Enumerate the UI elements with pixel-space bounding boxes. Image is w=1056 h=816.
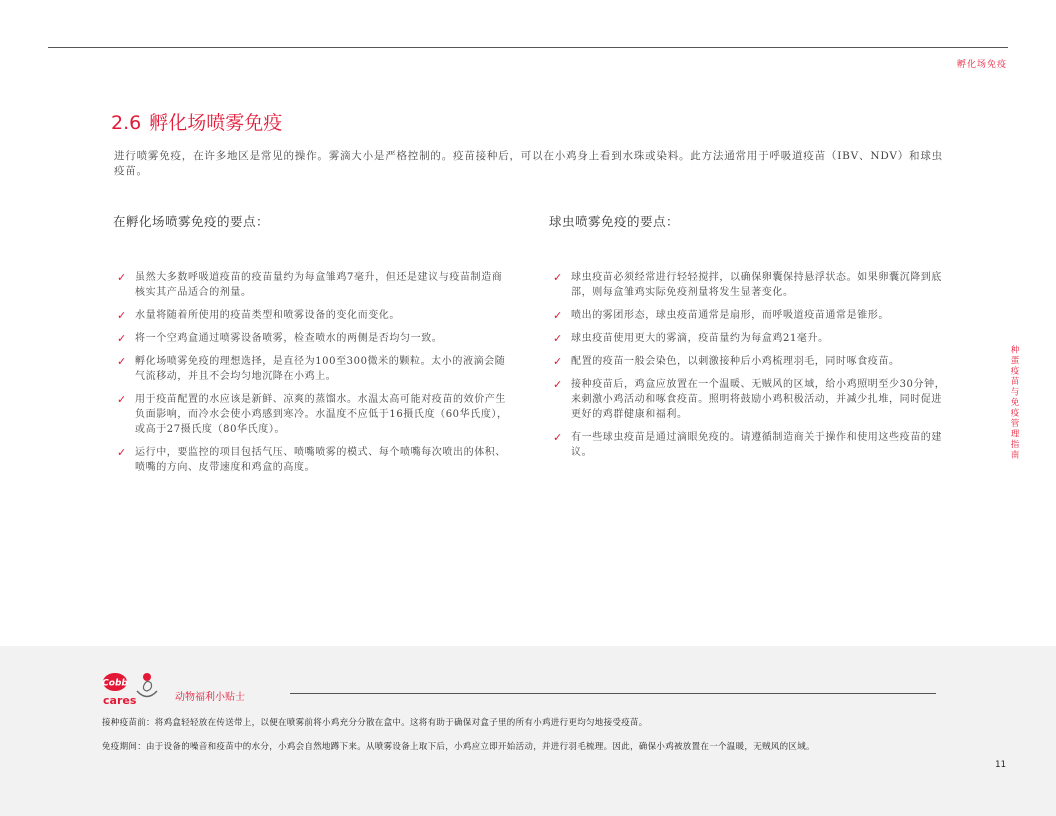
cobb-cares-logo (101, 669, 161, 709)
left-checklist (111, 270, 511, 475)
footer-rule (290, 693, 936, 694)
welfare-tip-during-vaccination: 免疫期间：由于设备的噪音和疫苗中的水分，小鸡会自然地蹲下来。从喷雾设备上取下后，小鸡应立即开始活动，并进行羽毛梳理。因此，确保小鸡被放置在一个温暖，无贼风的区域。 (102, 742, 815, 752)
checklist-item (111, 445, 511, 475)
check-icon: ✓ (117, 309, 127, 322)
header-rule (48, 47, 1008, 48)
checklist-item-text: 配置的疫苗一般会染色，以刺激接种后小鸡梳理羽毛，同时啄食疫苗。 (571, 356, 900, 367)
check-icon: ✓ (553, 431, 563, 444)
intro-paragraph: 进行喷雾免疫，在许多地区是常见的操作。雾滴大小是严格控制的。疫苗接种后，可以在小鸡身上看到水珠或染料。此方法通常用于呼吸道疫苗（IBV、NDV）和球虫疫苗。 (114, 150, 943, 177)
section-number: 2.6 (111, 112, 142, 134)
checklist-item (111, 354, 511, 384)
checklist-item (547, 377, 947, 422)
welfare-tip-title: 动物福利小贴士 (175, 692, 245, 703)
check-icon: ✓ (553, 355, 563, 368)
checklist-item (111, 270, 511, 300)
svg-text:cares: cares (103, 694, 137, 707)
svg-text:Cobb: Cobb (102, 678, 128, 689)
check-icon: ✓ (117, 446, 127, 459)
checklist-item-text: 球虫疫苗使用更大的雾滴，疫苗量约为每盒鸡21毫升。 (571, 333, 829, 344)
checklist-item (547, 270, 947, 300)
page-number: 11 (995, 760, 1006, 770)
checklist-item (547, 331, 947, 346)
checklist-item-text: 水量将随着所使用的疫苗类型和喷雾设备的变化而变化。 (135, 310, 400, 321)
side-label: 种蛋疫苗与免疫管理指南 (1009, 345, 1019, 461)
checklist-item (111, 392, 511, 437)
left-column-title: 在孵化场喷雾免疫的要点： (113, 214, 270, 229)
coccidiosis-spray-points (547, 212, 947, 468)
check-icon: ✓ (553, 309, 563, 322)
checklist-item-text: 虽然大多数呼吸道疫苗的疫苗量约为每盒雏鸡7毫升，但还是建议与疫苗制造商核实其产品适合的剂量。 (135, 272, 503, 298)
checklist-item (547, 430, 947, 460)
checklist-item-text: 接种疫苗后，鸡盒应放置在一个温暖、无贼风的区域，给小鸡照明至少30分钟，来刺激小鸡活动和啄食疫苗。照明将鼓励小鸡积极活动，并减少扎堆，同时促进更好的鸡群健康和福利。 (571, 379, 946, 420)
check-icon: ✓ (117, 271, 127, 284)
header-label: 孵化场免疫 (956, 60, 1007, 70)
check-icon: ✓ (553, 332, 563, 345)
checklist-item-text: 将一个空鸡盒通过喷雾设备喷雾，检查喷水的两侧是否均匀一致。 (135, 333, 443, 344)
checklist-item-text: 喷出的雾团形态，球虫疫苗通常是扇形，而呼吸道疫苗通常是锥形。 (571, 310, 889, 321)
right-column-title: 球虫喷雾免疫的要点： (549, 214, 680, 229)
hatchery-spray-points (111, 212, 511, 483)
welfare-tip-before-vaccination: 接种疫苗前：将鸡盒轻轻放在传送带上，以便在喷雾前将小鸡充分分散在盒中。这将有助于确保对盒子里的所有小鸡进行更均匀地接受疫苗。 (102, 718, 648, 728)
check-icon: ✓ (553, 378, 563, 391)
checklist-item-text: 运行中，要监控的项目包括气压、喷嘴喷雾的模式、每个喷嘴每次喷出的体积、喷嘴的方向、皮带速度和鸡盒的高度。 (135, 447, 506, 473)
section-title-text: 孵化场喷雾免疫 (149, 112, 283, 134)
section-title (111, 108, 282, 135)
check-icon: ✓ (117, 332, 127, 345)
checklist-item (547, 354, 947, 369)
right-checklist (547, 270, 947, 460)
checklist-item (111, 331, 511, 346)
check-icon: ✓ (117, 355, 127, 368)
checklist-item-text: 用于疫苗配置的水应该是新鲜、凉爽的蒸馏水。水温太高可能对疫苗的效价产生负面影响，而冷水会使小鸡感到寒冷。水温度不应低于16摄氏度（60华氏度），或高于27摄氏度（80华氏度）。 (135, 394, 508, 435)
check-icon: ✓ (553, 271, 563, 284)
checklist-item (547, 308, 947, 323)
checklist-item-text: 球虫疫苗必须经常进行轻轻搅拌，以确保卵囊保持悬浮状态。如果卵囊沉降到底部，则每盒雏鸡实际免疫剂量将发生显著变化。 (571, 272, 942, 298)
check-icon: ✓ (117, 393, 127, 406)
checklist-item (111, 308, 511, 323)
checklist-item-text: 孵化场喷雾免疫的理想选择，是直径为100至300微米的颗粒。太小的液滴会随气流移动，并且不会均匀地沉降在小鸡上。 (135, 356, 506, 382)
checklist-item-text: 有一些球虫疫苗是通过滴眼免疫的。请遵循制造商关于操作和使用这些疫苗的建议。 (571, 432, 942, 458)
